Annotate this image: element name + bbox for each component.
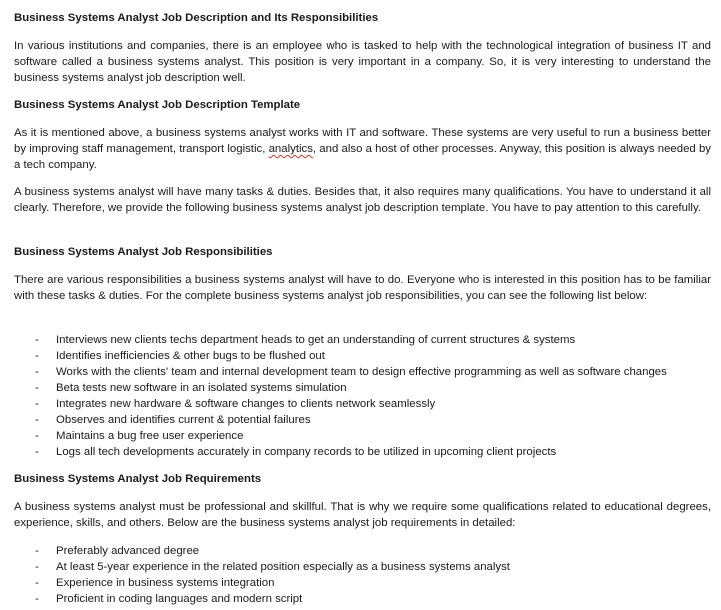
responsibilities-intro: There are various responsibilities a business systems analyst will have to do. Everyone who is interested in this position has to be familiar with these tasks & duties. For the complete business systems analyst job responsibilities, you can see the following list below: [14, 274, 711, 302]
spellcheck-word: analytics [268, 143, 313, 155]
template-text-before: As it is mentioned above, a business systems analyst works with IT and software. These systems are very useful to run a business better by improving staff management, transport logistic, [14, 127, 711, 155]
requirements-heading: Business Systems Analyst Job Requirements [14, 473, 262, 485]
list-item: - Proficient in coding languages and modern script [14, 591, 711, 607]
template-text-after: , and also a host of other processes. Anyway, this position is always needed by a tech company. [14, 143, 711, 171]
list-item: - Experience in business systems integration [14, 575, 711, 591]
requirements-intro: A business systems analyst must be professional and skillful. That is why we require some qualifications related to educational degrees, experience, skills, and others. Below are the business systems analyst job requirements in detailed: [14, 501, 711, 529]
document-title: Business Systems Analyst Job Description and Its Responsibilities [14, 12, 379, 24]
template-paragraph-1 [14, 125, 711, 173]
list-item: - Maintains a bug free user experience [14, 428, 711, 444]
list-item: - Works with the clients' team and internal development team to design effective programming as well as software changes [14, 364, 711, 380]
list-item: - At least 5-year experience in the related position especially as a business systems analyst [14, 559, 711, 575]
list-item: - Preferably advanced degree [14, 543, 711, 559]
list-item: - Integrates new hardware & software changes to clients network seamlessly [14, 396, 711, 412]
list-item: - Interviews new clients techs department heads to get an understanding of current structures & systems [14, 332, 711, 348]
responsibilities-heading: Business Systems Analyst Job Responsibilities [14, 246, 273, 258]
responsibilities-list [14, 332, 711, 460]
requirements-list [14, 543, 711, 607]
list-item: - Logs all tech developments accurately in company records to be utilized in upcoming client projects [14, 444, 711, 460]
list-item: - Identifies inefficiencies & other bugs to be flushed out [14, 348, 711, 364]
list-item: - Beta tests new software in an isolated systems simulation [14, 380, 711, 396]
intro-paragraph: In various institutions and companies, there is an employee who is tasked to help with the technological integration of business IT and software called a business systems analyst. This position is very important in a company. So, it is very interesting to understand the business systems analyst job description well. [14, 40, 711, 84]
template-heading: Business Systems Analyst Job Description Template [14, 99, 301, 111]
list-item: - Observes and identifies current & potential failures [14, 412, 711, 428]
template-paragraph-2: A business systems analyst will have many tasks & duties. Besides that, it also requires many qualifications. You have to understand it all clearly. Therefore, we provide the following business systems analyst job description template. You have to pay attention to this carefully. [14, 186, 711, 214]
